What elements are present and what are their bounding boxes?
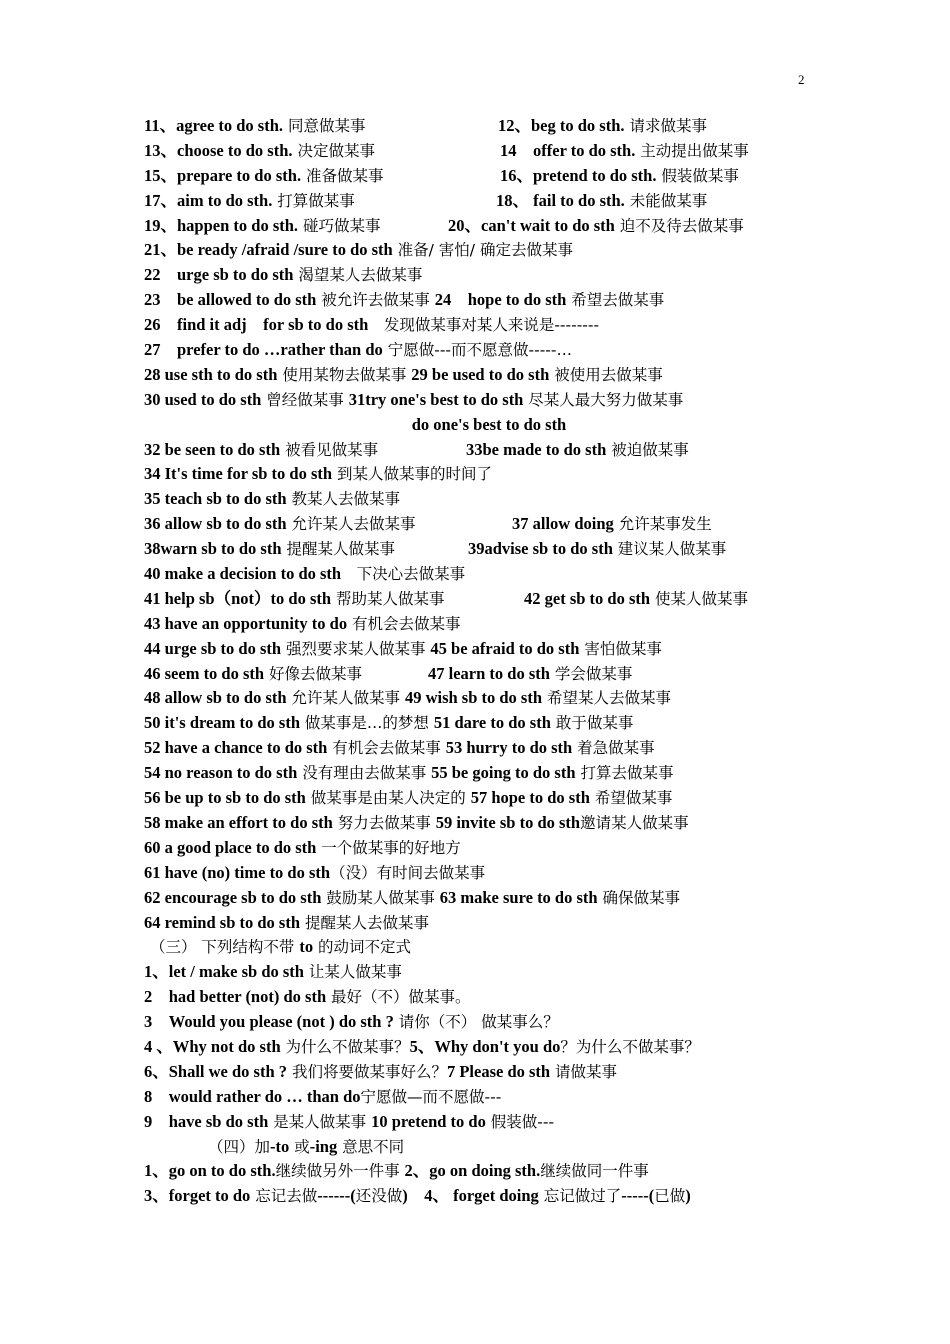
phrase: 51 dare to do sth	[433, 713, 551, 733]
meaning: 做某事是…的梦想	[300, 714, 434, 733]
meaning: 准备做某事	[301, 166, 384, 185]
page-number: 2	[798, 72, 805, 87]
meaning: 希望去做某事	[566, 291, 665, 310]
meaning: 希望某人去做某事	[542, 689, 671, 708]
phrase: 60 a good place to do sth	[144, 837, 317, 857]
phrase: 61 have (no) time to do sth	[144, 862, 331, 882]
phrase: do one's best to do sth	[411, 414, 567, 434]
meaning: 曾经做某事	[261, 390, 349, 409]
document-body	[144, 114, 824, 1209]
list-line	[144, 512, 824, 537]
list-line	[144, 836, 824, 861]
meaning: 请做某事	[550, 1062, 618, 1081]
meaning: 忘记做过了	[538, 1187, 622, 1206]
list-line	[144, 1085, 824, 1110]
heading-text: 或	[289, 1137, 310, 1156]
second-column	[498, 114, 707, 139]
heading-text: 意思不同	[337, 1137, 405, 1156]
meaning: 被看见做某事	[280, 440, 379, 459]
phrase: 7 Please do sth	[446, 1061, 551, 1081]
meaning: 有机会去做某事	[347, 614, 461, 633]
meaning: 打算去做某事	[575, 764, 674, 783]
meaning: 没有理由去做某事	[297, 764, 432, 783]
list-line	[144, 637, 824, 662]
phrase: 48 allow sb to do sth	[144, 688, 287, 708]
list-line	[144, 164, 824, 189]
meaning: 假装做---	[485, 1112, 555, 1131]
phrase: 46 seem to do sth	[144, 663, 265, 683]
list-line	[144, 413, 824, 438]
phrase: 52 have a chance to do sth	[144, 738, 328, 758]
list-line	[144, 861, 824, 886]
heading-keyword: -to	[270, 1136, 290, 1156]
meaning: 敢于做某事	[550, 714, 634, 733]
phrase: 10 pretend to do	[371, 1111, 486, 1131]
meaning: 忘记去做	[250, 1187, 318, 1206]
phrase: 21、be ready /afraid /sure to do sth	[144, 240, 393, 260]
second-column	[524, 587, 748, 612]
meaning: 让某人做某事	[303, 963, 402, 982]
phrase: 14 offer to do sth.	[500, 140, 636, 160]
phrase: 16、pretend to do sth.	[500, 165, 657, 185]
meaning: 假装做某事	[656, 166, 739, 185]
phrase: 31try one's best to do sth	[348, 389, 524, 409]
meaning: 被使用去做某事	[549, 365, 663, 384]
heading-text: （三） 下列结构不带	[150, 938, 300, 957]
meaning: 请求做某事	[624, 117, 707, 135]
second-column	[448, 214, 744, 239]
phrase: 12、beg to do sth.	[498, 116, 625, 135]
meaning: 准备/ 害怕/ 确定去做某事	[392, 241, 573, 260]
heading-keyword: to	[299, 937, 314, 957]
meaning: 学会做某事	[549, 664, 633, 683]
phrase: 24 hope to do sth	[434, 290, 567, 310]
list-line	[144, 139, 824, 164]
phrase: 1、go on to do sth.	[144, 1161, 276, 1181]
meaning: 做某事是由某人决定的	[305, 789, 471, 808]
list-line	[144, 911, 824, 936]
list-line	[144, 761, 824, 786]
list-line	[144, 662, 824, 687]
meaning: （没）有时间去做某事	[330, 863, 486, 882]
heading-text: 的动词不定式	[313, 938, 412, 957]
meaning: 着急做某事	[572, 739, 655, 758]
phrase: 38warn sb to do sth	[144, 539, 282, 559]
phrase: 43 have an opportunity to do	[144, 613, 348, 633]
phrase: 41 help sb（not）to do sth	[144, 588, 332, 608]
phrase: )	[685, 1186, 691, 1206]
meaning: 建议某人做某事	[612, 540, 727, 559]
meaning: 努力去做某事	[332, 813, 436, 832]
phrase: 57 hope to do sth	[470, 788, 590, 808]
phrase: 5、Why don't you do	[409, 1036, 561, 1056]
meaning: 发现做某事对某人来说是--------	[368, 316, 600, 335]
meaning: 尽某人最大努力做某事	[523, 390, 684, 409]
list-line	[144, 686, 824, 711]
phrase: ) 4、 forget doing	[402, 1186, 539, 1206]
list-line	[144, 1159, 824, 1184]
meaning: 允许某人去做某事	[286, 515, 416, 534]
second-column	[428, 662, 632, 687]
phrase: 64 remind sb to do sth	[144, 912, 301, 932]
list-line	[144, 238, 824, 263]
phrase: 36 allow sb to do sth	[144, 514, 287, 534]
phrase: 58 make an effort to do sth	[144, 812, 333, 832]
phrase: 18、 fail to do sth.	[496, 190, 625, 210]
phrase: 3、forget to do	[144, 1186, 251, 1206]
list-line	[144, 1035, 824, 1060]
section-heading	[144, 935, 824, 960]
phrase: 35 teach sb to do sth	[144, 489, 287, 509]
heading-keyword: -ing	[309, 1136, 338, 1156]
meaning: 请你（不） 做某事么？	[393, 1013, 559, 1032]
second-column	[466, 438, 689, 463]
meaning: 迫不及待去做某事	[614, 216, 744, 235]
meaning: 允许某事发生	[613, 515, 712, 534]
phrase: 9 have sb do sth	[144, 1111, 269, 1131]
phrase: 26 find it adj for sb to do sth	[144, 315, 369, 335]
meaning: 决定做某事	[292, 141, 375, 160]
phrase: 23 be allowed to do sth	[144, 290, 317, 310]
meaning: 最好（不）做某事。	[326, 988, 471, 1007]
phrase: -----(	[621, 1186, 655, 1206]
meaning: 为什么不做某事？	[280, 1037, 410, 1056]
phrase: 1、let / make sb do sth	[144, 962, 304, 982]
phrase: 54 no reason to do sth	[144, 763, 298, 783]
phrase: 27 prefer to do …rather than do	[144, 340, 383, 360]
phrase: 33be made to do sth	[466, 439, 607, 459]
phrase: 42 get sb to do sth	[524, 588, 651, 608]
meaning: ？为什么不做某事？	[560, 1037, 700, 1056]
list-line	[144, 363, 824, 388]
list-line	[144, 214, 824, 239]
meaning: 使用某物去做某事	[277, 365, 412, 384]
section-heading	[144, 1135, 824, 1160]
phrase: 4 、Why not do sth	[144, 1036, 281, 1056]
meaning: 渴望某人去做某事	[293, 266, 423, 285]
list-line	[144, 288, 824, 313]
phrase: 11、agree to do sth.	[144, 116, 284, 135]
second-column	[500, 164, 739, 189]
meaning: 主动提出做某事	[635, 141, 749, 160]
phrase: 3 Would you please (not ) do sth ?	[144, 1012, 394, 1032]
phrase: 63 make sure to do sth	[439, 887, 598, 907]
second-column	[500, 139, 749, 164]
heading-text: （四）加	[208, 1137, 271, 1156]
phrase: 22 urge sb to do sth	[144, 265, 294, 285]
phrase: 53 hurry to do sth	[445, 738, 573, 758]
meaning: 害怕做某事	[579, 639, 662, 658]
phrase: 55 be going to do sth	[431, 763, 576, 783]
list-line	[144, 786, 824, 811]
list-line	[144, 985, 824, 1010]
meaning: 同意做某事	[283, 117, 366, 135]
list-line	[144, 189, 824, 214]
list-line	[144, 1184, 824, 1209]
meaning: 强烈要求某人做某事	[281, 639, 431, 658]
meaning: 确保做某事	[597, 888, 681, 907]
list-line	[144, 587, 824, 612]
meaning: 下决心去做某事	[341, 565, 466, 584]
meaning: 有机会去做某事	[327, 739, 446, 758]
list-line	[144, 438, 824, 463]
phrase: 8 would rather do … than do	[144, 1086, 361, 1106]
second-column	[468, 537, 726, 562]
list-line	[144, 462, 824, 487]
list-line	[144, 960, 824, 985]
phrase: 13、choose to do sth.	[144, 140, 293, 160]
list-line	[144, 388, 824, 413]
list-line	[144, 1060, 824, 1085]
meaning: 被允许去做某事	[316, 291, 435, 310]
meaning: 是某人做某事	[268, 1112, 372, 1131]
second-column	[512, 512, 712, 537]
meaning: 宁愿做---而不愿意做-----…	[382, 341, 572, 360]
meaning: 被迫做某事	[606, 440, 689, 459]
list-line	[144, 338, 824, 363]
meaning: 还没做	[355, 1187, 403, 1206]
phrase: 2 had better (not) do sth	[144, 987, 327, 1007]
meaning: 邀请某人做某事	[580, 813, 689, 832]
phrase: 39advise sb to do sth	[468, 539, 613, 559]
phrase: 56 be up to sb to do sth	[144, 788, 306, 808]
meaning: 帮助某人做某事	[331, 589, 445, 608]
phrase: 19、happen to do sth.	[144, 215, 299, 235]
phrase: 30 used to do sth	[144, 389, 262, 409]
meaning: 允许某人做某事	[286, 689, 405, 708]
list-line	[144, 114, 824, 139]
phrase: 37 allow doing	[512, 514, 614, 534]
list-line	[144, 537, 824, 562]
phrase: ------(	[317, 1186, 356, 1206]
phrase: 59 invite sb to do sth	[435, 812, 581, 832]
phrase: 62 encourage sb to do sth	[144, 887, 322, 907]
phrase: 44 urge sb to do sth	[144, 638, 282, 658]
list-line	[144, 612, 824, 637]
phrase: 47 learn to do sth	[428, 663, 550, 683]
meaning: 提醒某人做某事	[281, 540, 395, 559]
phrase: 45 be afraid to do sth	[430, 638, 580, 658]
meaning: 鼓励某人做某事	[321, 888, 440, 907]
phrase: 40 make a decision to do sth	[144, 564, 342, 584]
phrase: 6、Shall we do sth ?	[144, 1061, 288, 1081]
list-line	[144, 886, 824, 911]
list-line	[144, 736, 824, 761]
meaning: 好像去做某事	[264, 664, 363, 683]
phrase: 2、go on doing sth.	[404, 1161, 541, 1181]
meaning: 宁愿做—而不愿做---	[360, 1087, 502, 1106]
list-line	[144, 811, 824, 836]
phrase: 20、can't wait to do sth	[448, 215, 615, 235]
meaning: 使某人做某事	[650, 589, 748, 608]
meaning: 未能做某事	[624, 191, 708, 210]
phrase: 32 be seen to do sth	[144, 439, 281, 459]
list-line	[144, 263, 824, 288]
phrase: 28 use sth to do sth	[144, 364, 278, 384]
meaning: 到某人做某事的时间了	[332, 465, 493, 484]
list-line	[144, 1010, 824, 1035]
list-line	[144, 487, 824, 512]
phrase: 17、aim to do sth.	[144, 190, 273, 210]
meaning: 继续做另外一件事	[275, 1162, 405, 1181]
phrase: 49 wish sb to do sth	[404, 688, 543, 708]
list-line	[144, 313, 824, 338]
list-line	[144, 1110, 824, 1135]
list-line	[144, 711, 824, 736]
meaning: 希望做某事	[589, 789, 673, 808]
meaning: 打算做某事	[272, 191, 355, 210]
second-column	[496, 189, 707, 214]
meaning: 碰巧做某事	[298, 216, 381, 235]
phrase: 34 It's time for sb to do sth	[144, 464, 333, 484]
phrase: 15、prepare to do sth.	[144, 165, 302, 185]
phrase: 50 it's dream to do sth	[144, 713, 300, 733]
phrase: 29 be used to do sth	[411, 364, 550, 384]
meaning: 已做	[654, 1187, 686, 1206]
meaning: 我们将要做某事好么？	[287, 1062, 447, 1081]
meaning: 继续做同一件事	[540, 1162, 649, 1181]
list-line	[144, 562, 824, 587]
meaning: 一个做某事的好地方	[316, 838, 461, 857]
meaning: 教某人去做某事	[286, 490, 400, 509]
meaning: 提醒某人去做某事	[300, 913, 429, 932]
